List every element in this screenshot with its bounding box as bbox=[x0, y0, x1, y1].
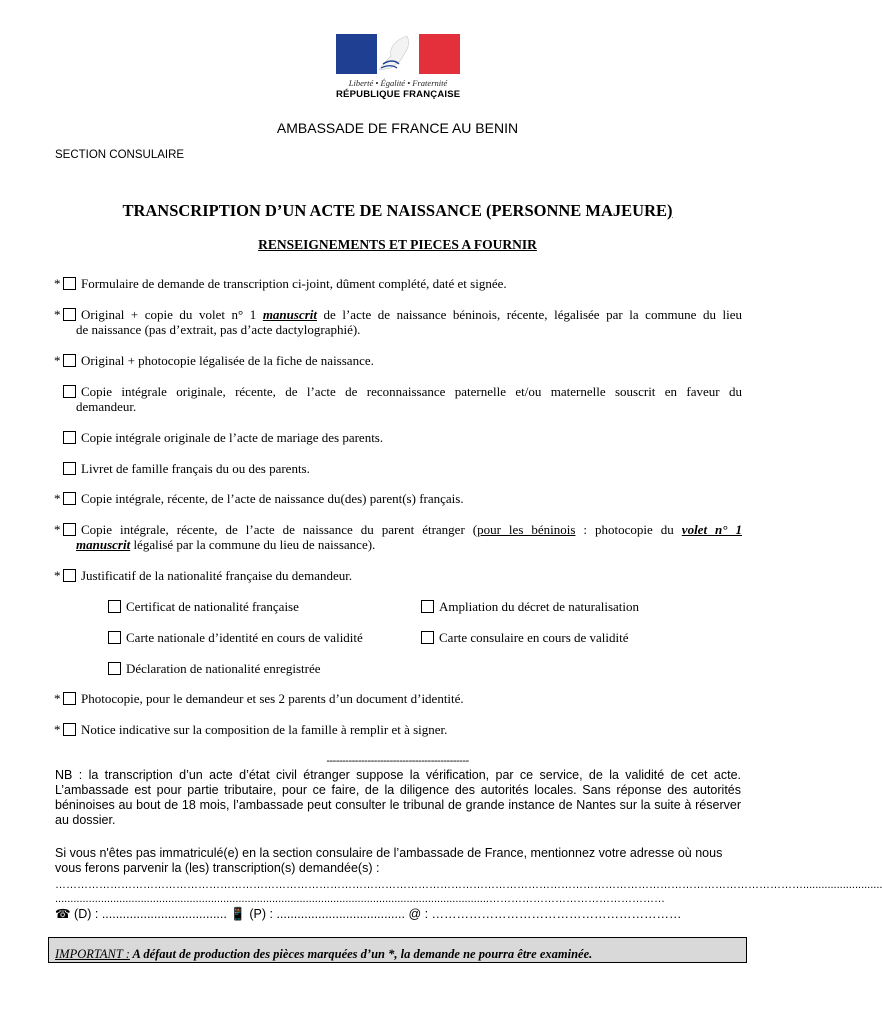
item-text: Notice indicative sur la composition de la famille à remplir et à signer. bbox=[81, 722, 448, 737]
item-underlined: pour les béninois bbox=[477, 522, 576, 537]
checklist-item bbox=[54, 522, 742, 552]
section-label: SECTION CONSULAIRE bbox=[55, 149, 185, 161]
required-star: * bbox=[54, 353, 61, 368]
document-subtitle: RENSEIGNEMENTS ET PIECES A FOURNIR bbox=[258, 237, 537, 252]
checklist-item bbox=[54, 722, 742, 737]
logo-republic: RÉPUBLIQUE FRANÇAISE bbox=[336, 89, 461, 100]
item-text: Copie intégrale, récente, de l’acte de naissance du(des) parent(s) français. bbox=[81, 491, 464, 506]
nb-paragraph: NB : la transcription d’un acte d’état civil étranger suppose la vérification, par ce service, de la validité de cet acte. L’ambassade est pour partie tributaire, pour ce faire, de la diligence des autorités locales. Sans réponse des autorités béninoises au bout de 18 mois, l’ambassade peut consulter le tribunal de grande instance de Nantes sur la suite à réserver au dossier. bbox=[55, 768, 741, 827]
checkbox[interactable] bbox=[63, 569, 76, 582]
nationality-option bbox=[421, 630, 629, 646]
item-text: de l’acte de naissance béninois, récente, légalisée par la commune du lieu bbox=[317, 307, 743, 322]
checklist-item bbox=[54, 568, 742, 583]
checklist-item bbox=[54, 384, 742, 414]
checkbox[interactable] bbox=[421, 600, 434, 613]
checkbox[interactable] bbox=[63, 277, 76, 290]
checklist-item bbox=[54, 430, 742, 445]
item-text: Original + photocopie légalisée de la fiche de naissance. bbox=[81, 353, 374, 368]
item-text: Justificatif de la nationalité française du demandeur. bbox=[81, 568, 353, 583]
item-emphasis: manuscrit bbox=[262, 307, 317, 322]
item-text-continued: demandeur. bbox=[76, 399, 137, 414]
option-label: Certificat de nationalité française bbox=[126, 599, 299, 614]
email-field[interactable]: @ : …………………………………………………… bbox=[408, 907, 682, 921]
checkbox[interactable] bbox=[108, 631, 121, 644]
checklist-item bbox=[54, 491, 742, 506]
nationality-option bbox=[108, 630, 363, 646]
checklist-item bbox=[54, 461, 742, 476]
checkbox[interactable] bbox=[63, 354, 76, 367]
required-star: * bbox=[54, 722, 61, 737]
option-label: Déclaration de nationalité enregistrée bbox=[126, 661, 321, 676]
checkbox[interactable] bbox=[108, 600, 121, 613]
republique-francaise-logo bbox=[336, 34, 460, 100]
checkbox[interactable] bbox=[63, 692, 76, 705]
checkbox[interactable] bbox=[63, 492, 76, 505]
document-title-main: TRANSCRIPTION D’UN ACTE DE NAISSANCE (PERSONNE MAJEURE bbox=[122, 201, 668, 220]
item-text: Copie intégrale originale de l’acte de mariage des parents. bbox=[81, 430, 384, 445]
separator-line: --------------------------------------------- bbox=[326, 755, 469, 767]
item-text: Livret de famille français du ou des parents. bbox=[81, 461, 310, 476]
required-star: * bbox=[54, 276, 61, 291]
required-star: * bbox=[54, 522, 61, 537]
contact-line bbox=[55, 906, 682, 922]
item-text: Photocopie, pour le demandeur et ses 2 parents d’un document d’identité. bbox=[81, 691, 464, 706]
option-label: Carte consulaire en cours de validité bbox=[439, 630, 629, 645]
nationality-option bbox=[108, 661, 321, 677]
item-text: Copie intégrale originale, récente, de l’acte de reconnaissance paternelle et/ou maternelle souscrit en faveur du bbox=[81, 384, 742, 399]
logo-motto: Liberté • Égalité • Fraternité bbox=[348, 78, 448, 88]
required-star: * bbox=[54, 691, 61, 706]
checkbox[interactable] bbox=[63, 723, 76, 736]
nationality-option bbox=[421, 599, 639, 615]
checkbox[interactable] bbox=[108, 662, 121, 675]
checklist-item bbox=[54, 691, 742, 706]
important-message: A défaut de production des pièces marquées d’un *, la demande ne pourra être examinée. bbox=[129, 947, 593, 961]
option-label: Ampliation du décret de naturalisation bbox=[439, 599, 639, 614]
required-star: * bbox=[54, 568, 61, 583]
checklist-item bbox=[54, 353, 742, 368]
required-star: * bbox=[54, 307, 61, 322]
phone-field[interactable]: ☎ (D) : .................................... bbox=[55, 907, 227, 921]
item-text: : photocopie du bbox=[575, 522, 682, 537]
checkbox[interactable] bbox=[63, 431, 76, 444]
checklist-item bbox=[54, 276, 742, 291]
item-text: Copie intégrale, récente, de l’acte de naissance du parent étranger ( bbox=[81, 522, 478, 537]
checkbox[interactable] bbox=[63, 523, 76, 536]
address-notice: Si vous n'êtes pas immatriculé(e) en la section consulaire de l’ambassade de France, mentionnez votre adresse où nous vous ferons parvenir la (les) transcription(s) demandée(s) : bbox=[55, 846, 723, 875]
item-emphasis: volet n° 1 bbox=[681, 522, 742, 537]
document-title-close: ) bbox=[667, 201, 673, 220]
address-line-2[interactable]: ..............................................................................................................................................………………………………………… bbox=[55, 893, 665, 905]
embassy-name: AMBASSADE DE FRANCE AU BENIN bbox=[276, 120, 519, 136]
checkbox[interactable] bbox=[63, 385, 76, 398]
marianne-flag-icon bbox=[336, 34, 460, 74]
mobile-field[interactable]: 📱 (P) : ..................................... bbox=[230, 907, 405, 921]
item-emphasis: manuscrit bbox=[76, 537, 131, 552]
important-label: IMPORTANT : bbox=[55, 947, 130, 961]
item-text-continued: légalisé par la commune du lieu de naissance). bbox=[130, 537, 376, 552]
checkbox[interactable] bbox=[63, 308, 76, 321]
checklist-item bbox=[54, 307, 742, 337]
item-text-continued: de naissance (pas d’extrait, pas d’acte dactylographié). bbox=[76, 322, 361, 337]
item-text: Formulaire de demande de transcription ci-joint, dûment complété, daté et signée. bbox=[81, 276, 507, 291]
checkbox[interactable] bbox=[63, 462, 76, 475]
address-line-1[interactable]: …………………………………………………………………………………………………………………………………………………………………………………….......................... bbox=[55, 879, 882, 891]
option-label: Carte nationale d’identité en cours de validité bbox=[126, 630, 363, 645]
checkbox[interactable] bbox=[421, 631, 434, 644]
item-text: Original + copie du volet n° 1 bbox=[81, 307, 263, 322]
document-title bbox=[0, 201, 795, 221]
required-star: * bbox=[54, 491, 61, 506]
nationality-option bbox=[108, 599, 299, 615]
important-notice-box bbox=[48, 937, 747, 963]
